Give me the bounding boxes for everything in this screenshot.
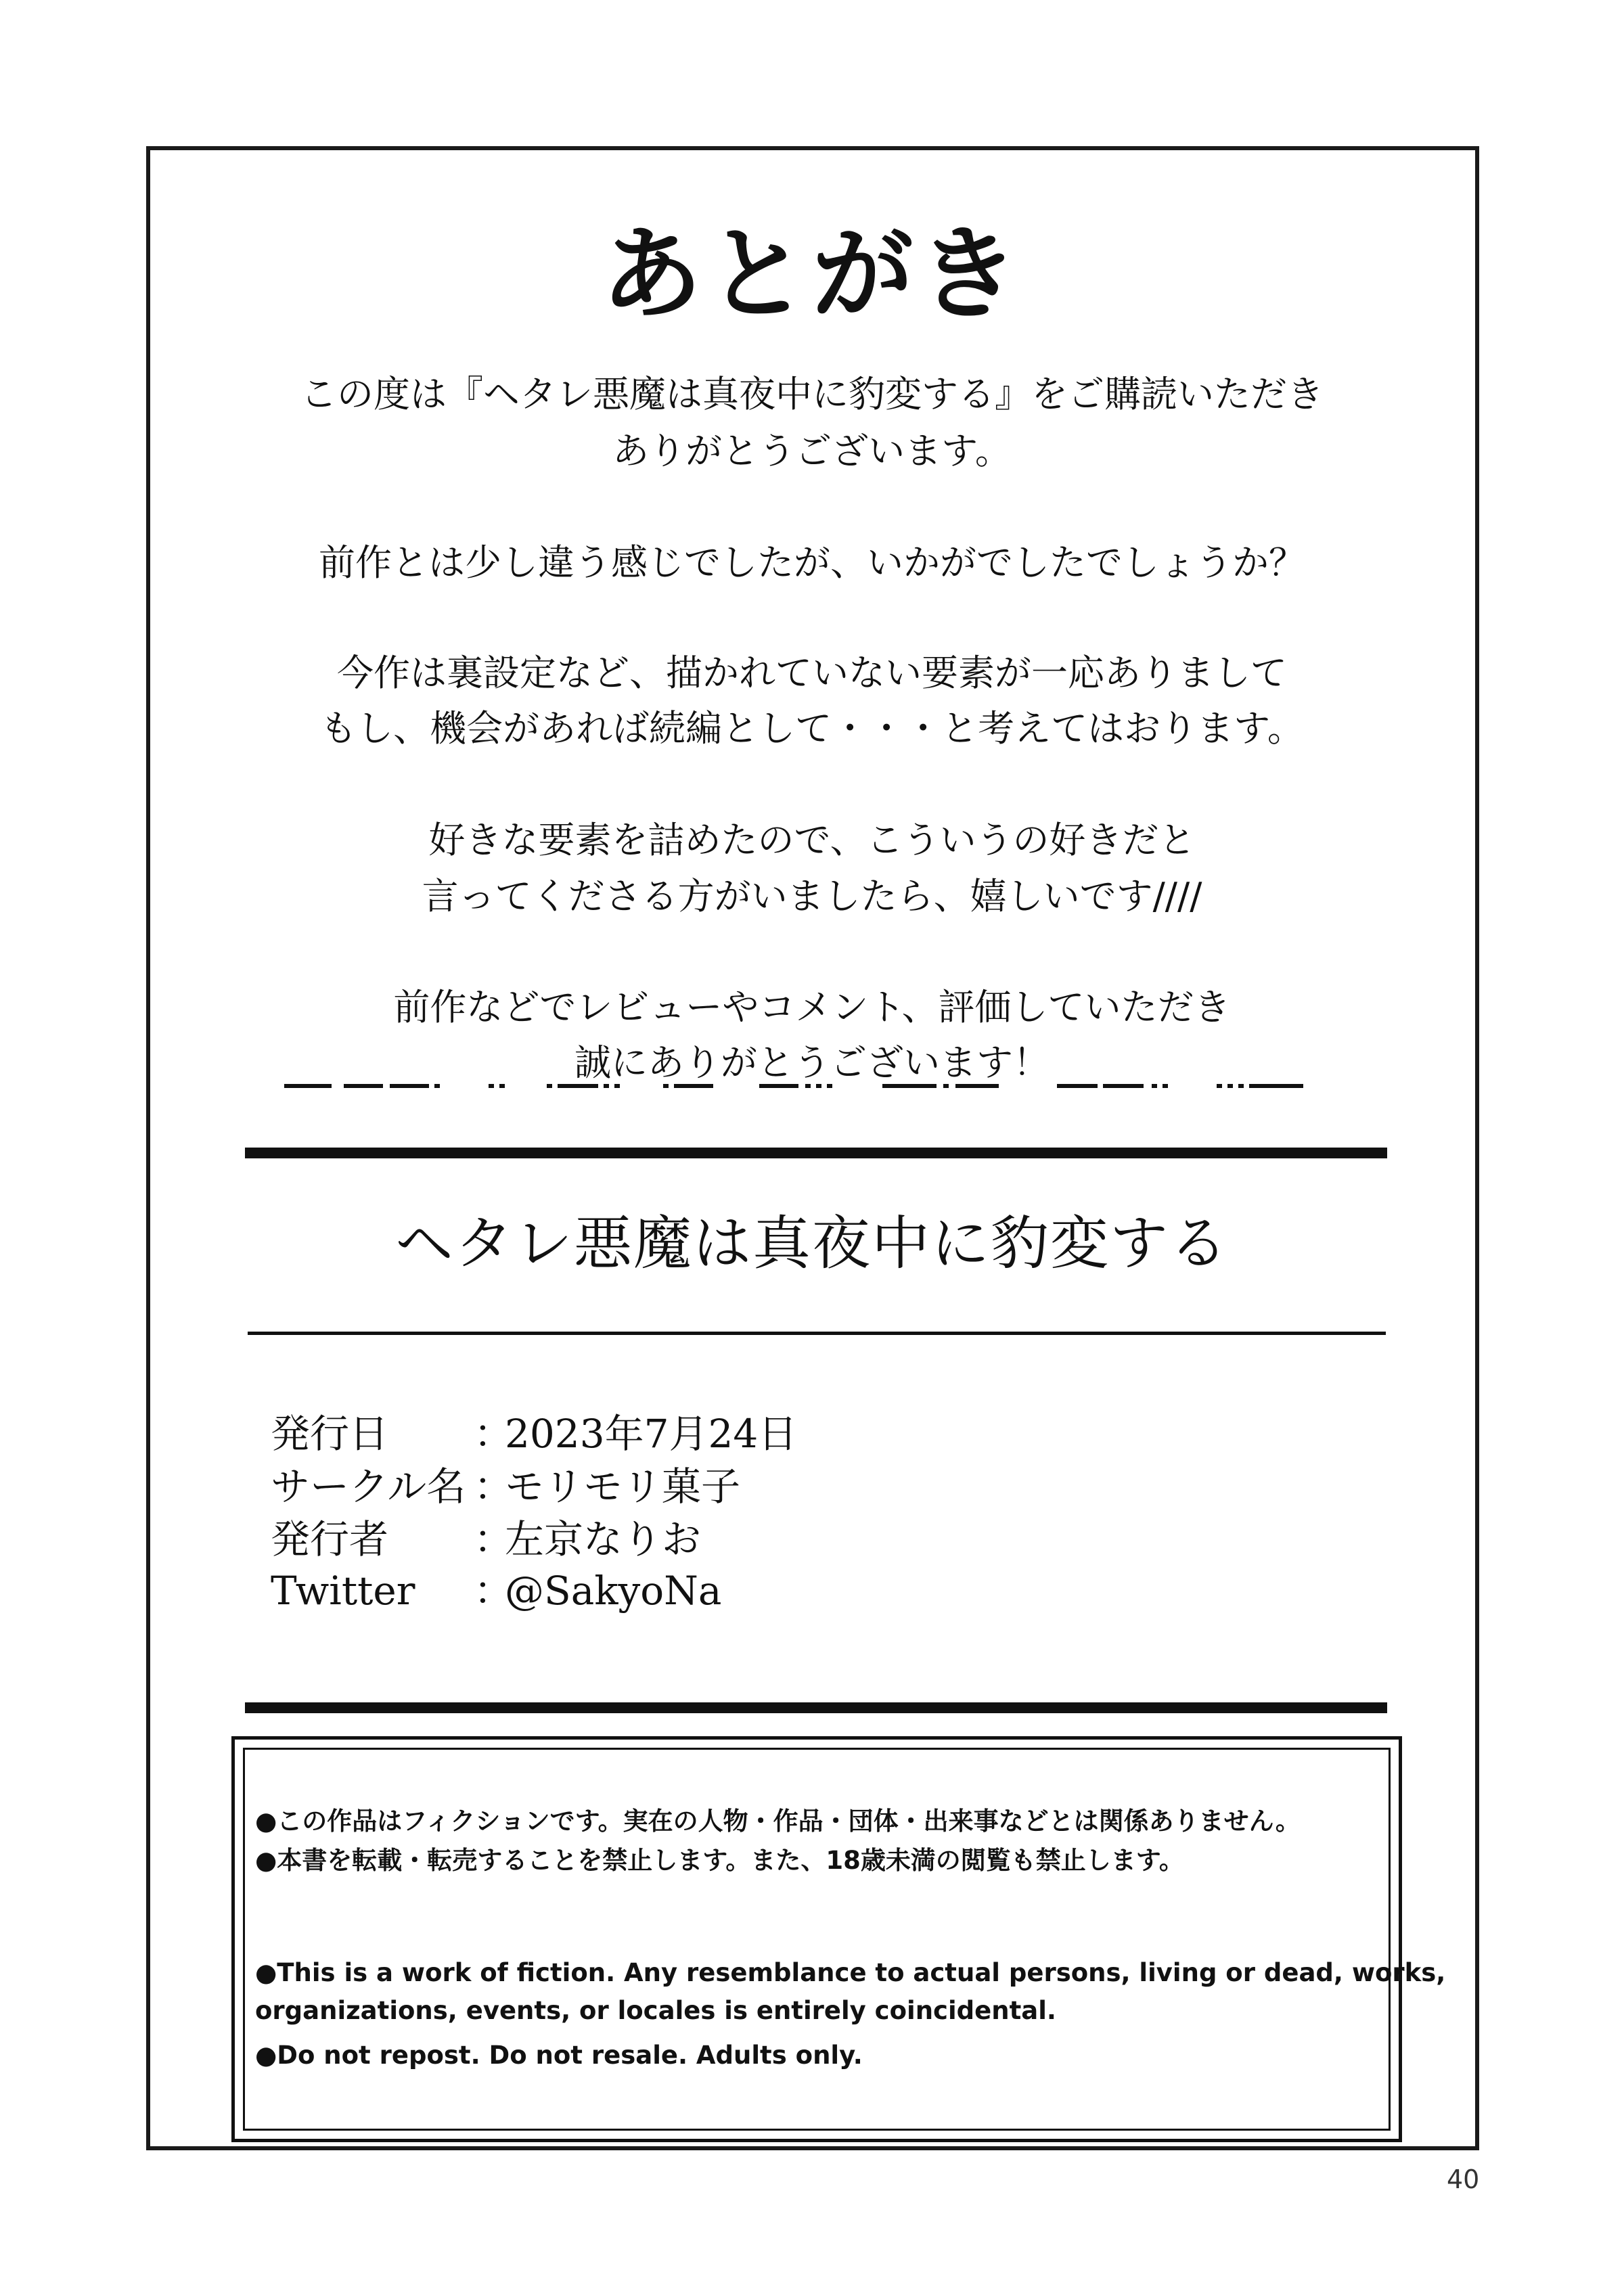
afterword-line-6: 好きな要素を詰めたので、こういうの好きだと [428,819,1196,861]
colophon-circle-value: モリモリ菓子 [505,1464,741,1510]
afterword-line-8: 前作などでレビューやコメント、評価していただき [393,986,1231,1028]
book-title: ヘタレ悪魔は真夜中に豹変する [395,1210,1229,1277]
colophon-date-value: 2023年7月24日 [505,1411,798,1457]
dash-ornament [284,1081,1353,1091]
afterword-title: あとがき [600,214,1023,334]
afterword-line-2: ありがとうございます。 [612,430,1012,472]
colophon-circle-label: サークル名 [271,1464,466,1510]
colophon-publisher-colon: ： [474,1516,514,1562]
page-number: 40 [1447,2165,1480,2194]
notice-jp-prohibition: ●本書を転載・転売することを禁止します。また、18歳未満の閲覧も禁止します。 [255,1846,1184,1875]
afterword-line-4: 今作は裏設定など、描かれていない要素が一応ありまして [337,652,1287,694]
notice-en-fiction-1: ●This is a work of fiction. Any resemblance to actual persons, living or dead, works, [255,1958,1446,1987]
afterword-line-9: 誠にありがとうございます！ [574,1041,1050,1084]
colophon-date-label: 発行日 [271,1411,389,1457]
divider-thin [248,1332,1386,1335]
notice-en-prohibition: ●Do not repost. Do not resale. Adults only. [255,2041,863,2070]
notice-box-inner [243,1748,1391,2131]
colophon-date-colon: ： [474,1411,514,1457]
colophon-publisher-value: 左京なりお [505,1516,702,1562]
notice-en-fiction-2: organizations, events, or locales is entirely coincidental. [255,1996,1056,2025]
notice-box [231,1736,1446,2142]
colophon-twitter-value: @SakyoNa [505,1568,722,1614]
colophon-circle-colon: ： [474,1464,514,1510]
divider-thick-top [245,1148,1387,1158]
divider-thick-bottom [245,1702,1387,1713]
afterword-line-7: 言ってくださる方がいましたら、嬉しいです//// [422,875,1202,917]
colophon-twitter-colon: ： [474,1568,514,1614]
colophon-twitter-label: Twitter [271,1568,415,1614]
colophon-publisher-label: 発行者 [271,1516,389,1562]
afterword-line-3: 前作とは少し違う感じでしたが、いかがでしたでしょうか？ [319,541,1305,584]
afterword-line-5: もし、機会があれば続編として・・・と考えてはおります。 [320,707,1304,750]
afterword-line-1: この度は『ヘタレ悪魔は真夜中に豹変する』をご購読いただき [300,373,1324,415]
notice-jp-fiction: ●この作品はフィクションです。実在の人物・作品・団体・出来事などとは関係ありません。 [255,1807,1301,1836]
